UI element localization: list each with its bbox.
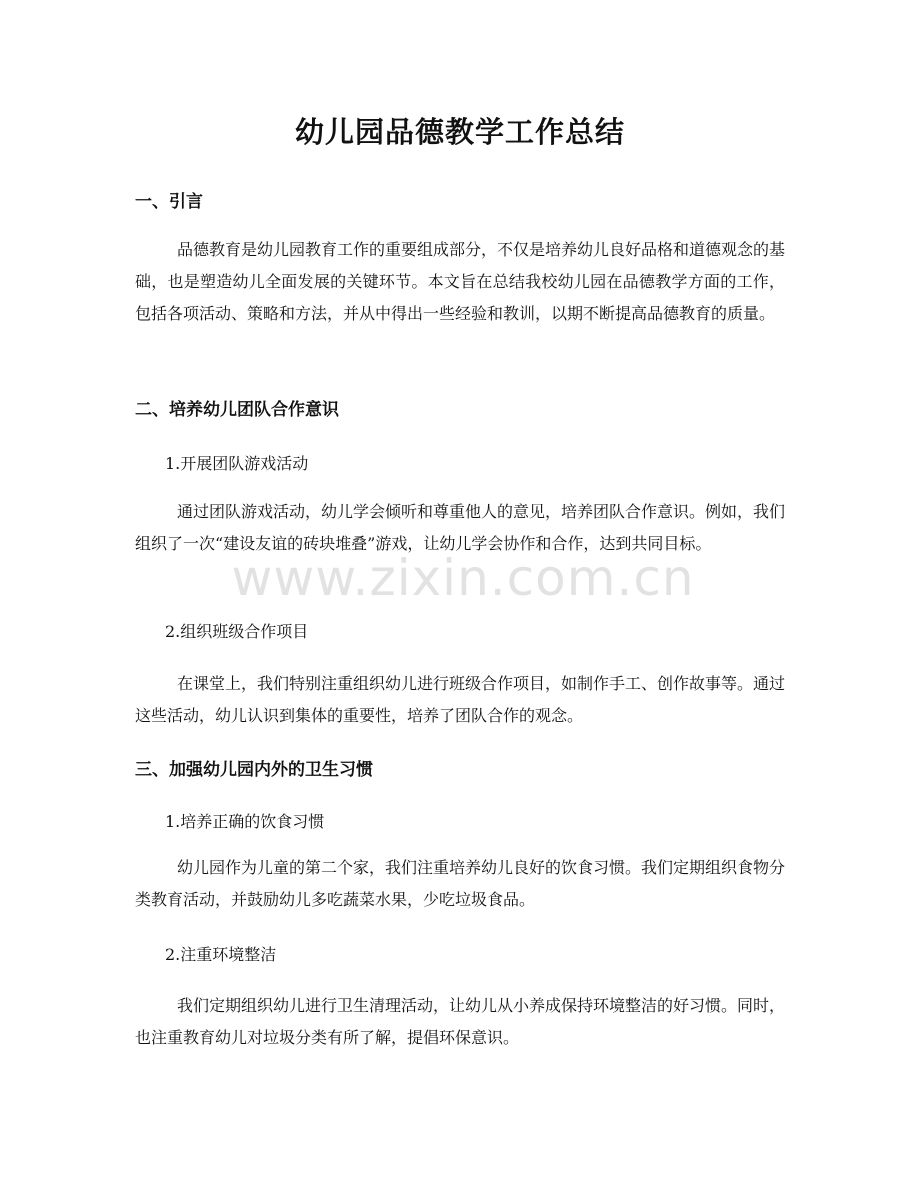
subsection-heading-environment: 2.注重环境整洁: [165, 945, 277, 964]
paragraph-intro: 品德教育是幼儿园教育工作的重要组成部分，不仅是培养幼儿良好品格和道德观念的基础，也是塑造幼儿全面发展的关键环节。本文旨在总结我校幼儿园在品德教学方面的工作，包括各项活动、策略和方法，并从中得出一些经验和教训，以期不断提高品德教育的质量。: [135, 240, 786, 323]
paragraph-diet: 幼儿园作为儿童的第二个家，我们注重培养幼儿良好的饮食习惯。我们定期组织食物分类教育活动，并鼓励幼儿多吃蔬菜水果，少吃垃圾食品。: [135, 858, 786, 909]
subsection-heading-class-projects: 2.组织班级合作项目: [165, 622, 309, 641]
subsection-heading-team-games: 1.开展团队游戏活动: [165, 454, 309, 473]
paragraph-class-projects: 在课堂上，我们特别注重组织幼儿进行班级合作项目，如制作手工、创作故事等。通过这些活动，幼儿认识到集体的重要性，培养了团队合作的观念。: [135, 674, 786, 725]
paragraph-team-games: 通过团队游戏活动，幼儿学会倾听和尊重他人的意见，培养团队合作意识。例如，我们组织了一次“建设友谊的砖块堆叠”游戏，让幼儿学会协作和合作，达到共同目标。: [135, 502, 786, 553]
section-heading-teamwork: 二、培养幼儿团队合作意识: [135, 400, 339, 420]
section-heading-hygiene: 三、加强幼儿园内外的卫生习惯: [135, 760, 373, 780]
watermark: www.zixin.com.cn: [231, 549, 695, 607]
page-title: 幼儿园品德教学工作总结: [294, 115, 625, 149]
subsection-heading-diet: 1.培养正确的饮食习惯: [165, 812, 325, 831]
section-heading-intro: 一、引言: [135, 192, 203, 212]
paragraph-environment: 我们定期组织幼儿进行卫生清理活动，让幼儿从小养成保持环境整洁的好习惯。同时，也注重教育幼儿对垃圾分类有所了解，提倡环保意识。: [135, 996, 786, 1047]
